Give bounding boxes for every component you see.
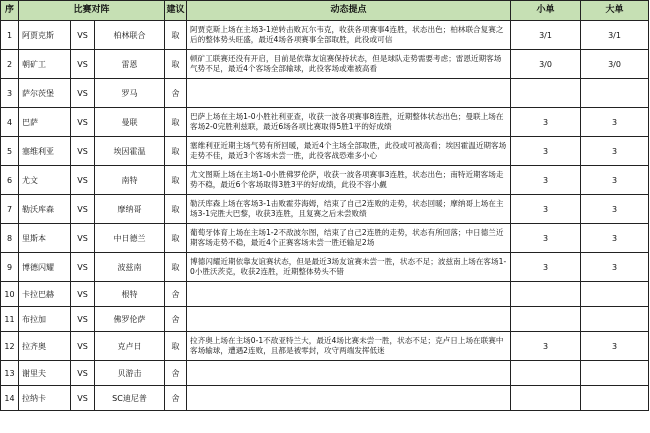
analysis-text: 尤文图斯上场在主场1-0小胜佛罗伦萨，收获一波各项赛事3连胜，状态出色；南特近期客场走势不稳，最近6个客场取得3胜3平的好成绩，此役不容小觑	[187, 166, 511, 195]
versus-label: VS	[71, 386, 95, 411]
small-pick: 3	[511, 108, 581, 137]
home-team: 勒沃库森	[19, 195, 71, 224]
away-team: 根特	[95, 282, 165, 307]
small-pick: 3/0	[511, 50, 581, 79]
versus-label: VS	[71, 137, 95, 166]
advice-cell: 取	[165, 195, 187, 224]
big-pick: 3	[581, 108, 649, 137]
row-number: 12	[1, 332, 19, 361]
table-row	[1, 386, 649, 411]
advice-cell: 取	[165, 332, 187, 361]
row-number: 5	[1, 137, 19, 166]
analysis-text: 勒沃库森上场在客场3-1击败霍芬海姆，结束了自己2连败的走势，状态回暖；摩纳哥上场在主场3-1完胜大巴黎，收获3连胜，且复赛之后未尝败绩	[187, 195, 511, 224]
small-pick: 3	[511, 332, 581, 361]
advice-cell: 取	[165, 224, 187, 253]
versus-label: VS	[71, 108, 95, 137]
small-pick: 3	[511, 137, 581, 166]
table-row	[1, 224, 649, 253]
advice-cell: 取	[165, 137, 187, 166]
analysis-text: 塞维利亚近期主场气势有所回暖，最近4个主场全部取胜，此役或可被高看；埃因霍温近期客场走势不佳，最近3个客场未尝一胜，此役客战恐难多小心	[187, 137, 511, 166]
row-number: 7	[1, 195, 19, 224]
small-pick	[511, 386, 581, 411]
big-pick: 3	[581, 332, 649, 361]
header-analysis: 动态提点	[187, 1, 511, 21]
away-team: 克卢日	[95, 332, 165, 361]
versus-label: VS	[71, 332, 95, 361]
versus-label: VS	[71, 50, 95, 79]
table-row	[1, 108, 649, 137]
big-pick	[581, 79, 649, 108]
advice-cell: 取	[165, 166, 187, 195]
row-number: 13	[1, 361, 19, 386]
analysis-text	[187, 361, 511, 386]
small-pick	[511, 361, 581, 386]
table-row	[1, 195, 649, 224]
advice-cell: 舍	[165, 361, 187, 386]
away-team: 中日德兰	[95, 224, 165, 253]
big-pick: 3	[581, 224, 649, 253]
home-team: 塞维利亚	[19, 137, 71, 166]
small-pick	[511, 282, 581, 307]
table-row	[1, 253, 649, 282]
home-team: 巴萨	[19, 108, 71, 137]
away-team: 曼联	[95, 108, 165, 137]
row-number: 2	[1, 50, 19, 79]
away-team: 柏林联合	[95, 21, 165, 50]
header-small: 小单	[511, 1, 581, 21]
header-no: 序	[1, 1, 19, 21]
advice-cell: 舍	[165, 307, 187, 332]
small-pick: 3	[511, 166, 581, 195]
advice-cell: 取	[165, 21, 187, 50]
table-row	[1, 282, 649, 307]
away-team: 佛罗伦萨	[95, 307, 165, 332]
analysis-text: 顿矿工联赛还没有开启，目前是依靠友谊赛保持状态，但是球队走势需要考虑；雷恩近期客场气势不足，最近4个客场全部输球，此役客场或难被高看	[187, 50, 511, 79]
versus-label: VS	[71, 21, 95, 50]
analysis-text	[187, 386, 511, 411]
away-team: 摩纳哥	[95, 195, 165, 224]
advice-cell: 取	[165, 108, 187, 137]
row-number: 10	[1, 282, 19, 307]
home-team: 博德闪耀	[19, 253, 71, 282]
row-number: 14	[1, 386, 19, 411]
big-pick: 3	[581, 195, 649, 224]
home-team: 里斯本	[19, 224, 71, 253]
home-team: 卡拉巴赫	[19, 282, 71, 307]
big-pick	[581, 361, 649, 386]
analysis-text: 博德闪耀近期依靠友谊赛状态，但是最近3场友谊赛未尝一胜，状态不足；波兹南上场在客场1-0小胜沃茨克，收获2连胜，近期整体势头不错	[187, 253, 511, 282]
versus-label: VS	[71, 282, 95, 307]
small-pick	[511, 79, 581, 108]
analysis-text: 阿贾克斯上场在主场3-1逆转击败瓦尔韦克，收获各项赛事4连胜，状态出色；柏林联合复赛之后的整体势头旺盛，最近4场各项赛事全部取胜，此役或可信	[187, 21, 511, 50]
advice-cell: 舍	[165, 79, 187, 108]
small-pick	[511, 307, 581, 332]
row-number: 4	[1, 108, 19, 137]
home-team: 拉齐奥	[19, 332, 71, 361]
table-row	[1, 79, 649, 108]
home-team: 拉纳卡	[19, 386, 71, 411]
small-pick: 3	[511, 224, 581, 253]
home-team: 朝矿工	[19, 50, 71, 79]
analysis-text: 拉齐奥上场在主场0-1不敌亚特兰大，最近4场比赛未尝一胜，状态不足；克卢日上场在联赛中客场输球，遭遇2连败，且都是被零封，攻守两端发挥低迷	[187, 332, 511, 361]
versus-label: VS	[71, 224, 95, 253]
small-pick: 3	[511, 195, 581, 224]
advice-cell: 取	[165, 50, 187, 79]
row-number: 6	[1, 166, 19, 195]
big-pick: 3/0	[581, 50, 649, 79]
row-number: 11	[1, 307, 19, 332]
table-row	[1, 166, 649, 195]
big-pick	[581, 307, 649, 332]
big-pick: 3	[581, 253, 649, 282]
header-big: 大单	[581, 1, 649, 21]
big-pick	[581, 386, 649, 411]
away-team: 贝游击	[95, 361, 165, 386]
analysis-text	[187, 79, 511, 108]
away-team: 埃因霍温	[95, 137, 165, 166]
analysis-text	[187, 282, 511, 307]
away-team: 雷恩	[95, 50, 165, 79]
row-number: 9	[1, 253, 19, 282]
analysis-text: 葡萄牙体育上场在主场1-2不敌波尔图，结束了自己2连胜的走势，状态有所回落；中日德兰近期客场走势不稳，最近4个正赛客场未尝一胜还输足2场	[187, 224, 511, 253]
big-pick	[581, 282, 649, 307]
versus-label: VS	[71, 195, 95, 224]
home-team: 尤文	[19, 166, 71, 195]
small-pick: 3	[511, 253, 581, 282]
table-row	[1, 307, 649, 332]
table-row	[1, 50, 649, 79]
row-number: 8	[1, 224, 19, 253]
table-row	[1, 21, 649, 50]
home-team: 谢里夫	[19, 361, 71, 386]
analysis-text	[187, 307, 511, 332]
big-pick: 3	[581, 137, 649, 166]
row-number: 3	[1, 79, 19, 108]
big-pick: 3/1	[581, 21, 649, 50]
analysis-text: 巴萨上场在主场1-0小胜社利亚查，收获一波各项赛事8连胜，近期整体状态出色；曼联上场在客场2-0完胜利兹联，最近6场各项比赛取得5胜1平的好成绩	[187, 108, 511, 137]
table-row	[1, 361, 649, 386]
row-number: 1	[1, 21, 19, 50]
header-advice: 建议	[165, 1, 187, 21]
table-row	[1, 332, 649, 361]
home-team: 萨尔茨堡	[19, 79, 71, 108]
small-pick: 3/1	[511, 21, 581, 50]
away-team: 罗马	[95, 79, 165, 108]
away-team: 南特	[95, 166, 165, 195]
versus-label: VS	[71, 166, 95, 195]
versus-label: VS	[71, 79, 95, 108]
header-row	[1, 1, 649, 21]
header-match: 比赛对阵	[19, 1, 165, 21]
versus-label: VS	[71, 307, 95, 332]
table-row	[1, 137, 649, 166]
away-team: SC迪尼普	[95, 386, 165, 411]
home-team: 阿贾克斯	[19, 21, 71, 50]
advice-cell: 舍	[165, 386, 187, 411]
advice-cell: 舍	[165, 282, 187, 307]
versus-label: VS	[71, 253, 95, 282]
advice-cell: 取	[165, 253, 187, 282]
home-team: 布拉加	[19, 307, 71, 332]
big-pick: 3	[581, 166, 649, 195]
versus-label: VS	[71, 361, 95, 386]
away-team: 波兹南	[95, 253, 165, 282]
